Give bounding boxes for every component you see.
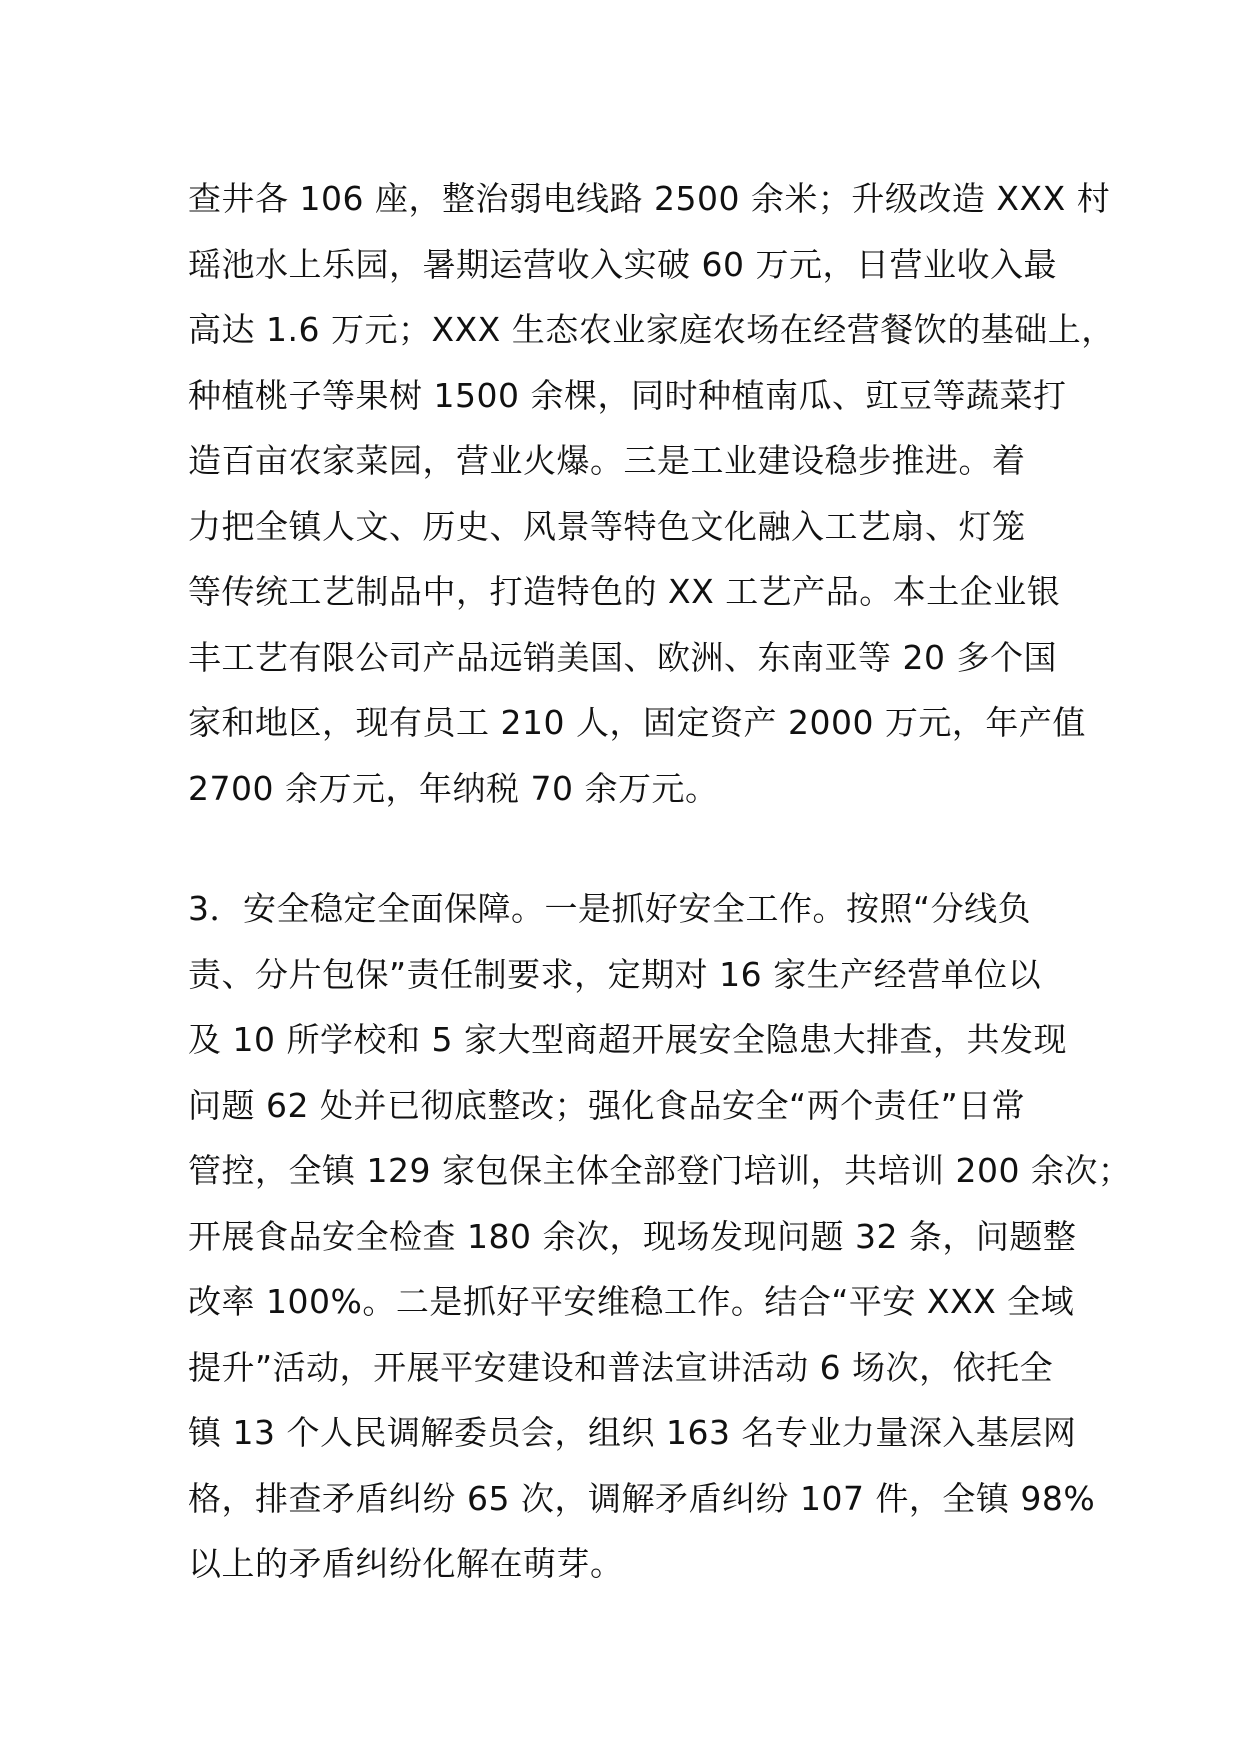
text-line: 种植桃子等果树 1500 余棵，同时种植南瓜、豇豆等蔬菜打 [188, 375, 1067, 415]
paragraph-infrastructure-industry [188, 166, 1115, 821]
text-line: 责、分片包保”责任制要求，定期对 16 家生产经营单位以 [188, 954, 1042, 994]
text-line: 家和地区，现有员工 210 人，固定资产 2000 万元，年产值 [188, 703, 1086, 742]
text-line: 及 10 所学校和 5 家大型商超开展安全隐患大排查，共发现 [188, 1020, 1067, 1059]
text-line: 开展食品安全检查 180 余次，现场发现问题 32 条，问题整 [188, 1216, 1077, 1256]
text-line: 改率 100%。二是抓好平安维稳工作。结合“平安 XXX 全域 [188, 1282, 1075, 1321]
paragraph-safety-stability [188, 876, 1132, 1597]
text-line: 丰工艺有限公司产品远销美国、欧洲、东南亚等 20 多个国 [188, 637, 1057, 677]
text-line: 管控，全镇 129 家包保主体全部登门培训，共培训 200 余次； [188, 1151, 1132, 1190]
text-line: 等传统工艺制品中，打造特色的 XX 工艺产品。本土企业银 [188, 572, 1061, 611]
text-line: 以上的矛盾纠纷化解在萌芽。 [188, 1544, 624, 1583]
text-line: 瑶池水上乐园，暑期运营收入实破 60 万元，日营业收入最 [188, 244, 1057, 284]
text-line: 高达 1.6 万元；XXX 生态农业家庭农场在经营餐饮的基础上， [188, 310, 1115, 349]
text-line: 提升”活动，开展平安建设和普法宣讲活动 6 场次，依托全 [188, 1347, 1054, 1387]
text-line: 问题 62 处并已彻底整改；强化食品安全“两个责任”日常 [188, 1085, 1026, 1125]
text-line: 力把全镇人文、历史、风景等特色文化融入工艺扇、灯笼 [188, 506, 1026, 546]
text-line: 2700 余万元，年纳税 70 余万元。 [188, 768, 719, 808]
text-line: 镇 13 个人民调解委员会，组织 163 名专业力量深入基层网 [188, 1413, 1077, 1452]
text-line: 3．安全稳定全面保障。一是抓好安全工作。按照“分线负 [188, 889, 1032, 928]
text-line: 查井各 106 座，整治弱电线路 2500 余米；升级改造 XXX 村 [188, 179, 1111, 218]
text-line: 造百亩农家菜园，营业火爆。三是工业建设稳步推进。着 [188, 441, 1026, 480]
text-line: 格，排查矛盾纠纷 65 次，调解矛盾纠纷 107 件，全镇 98% [188, 1478, 1096, 1518]
